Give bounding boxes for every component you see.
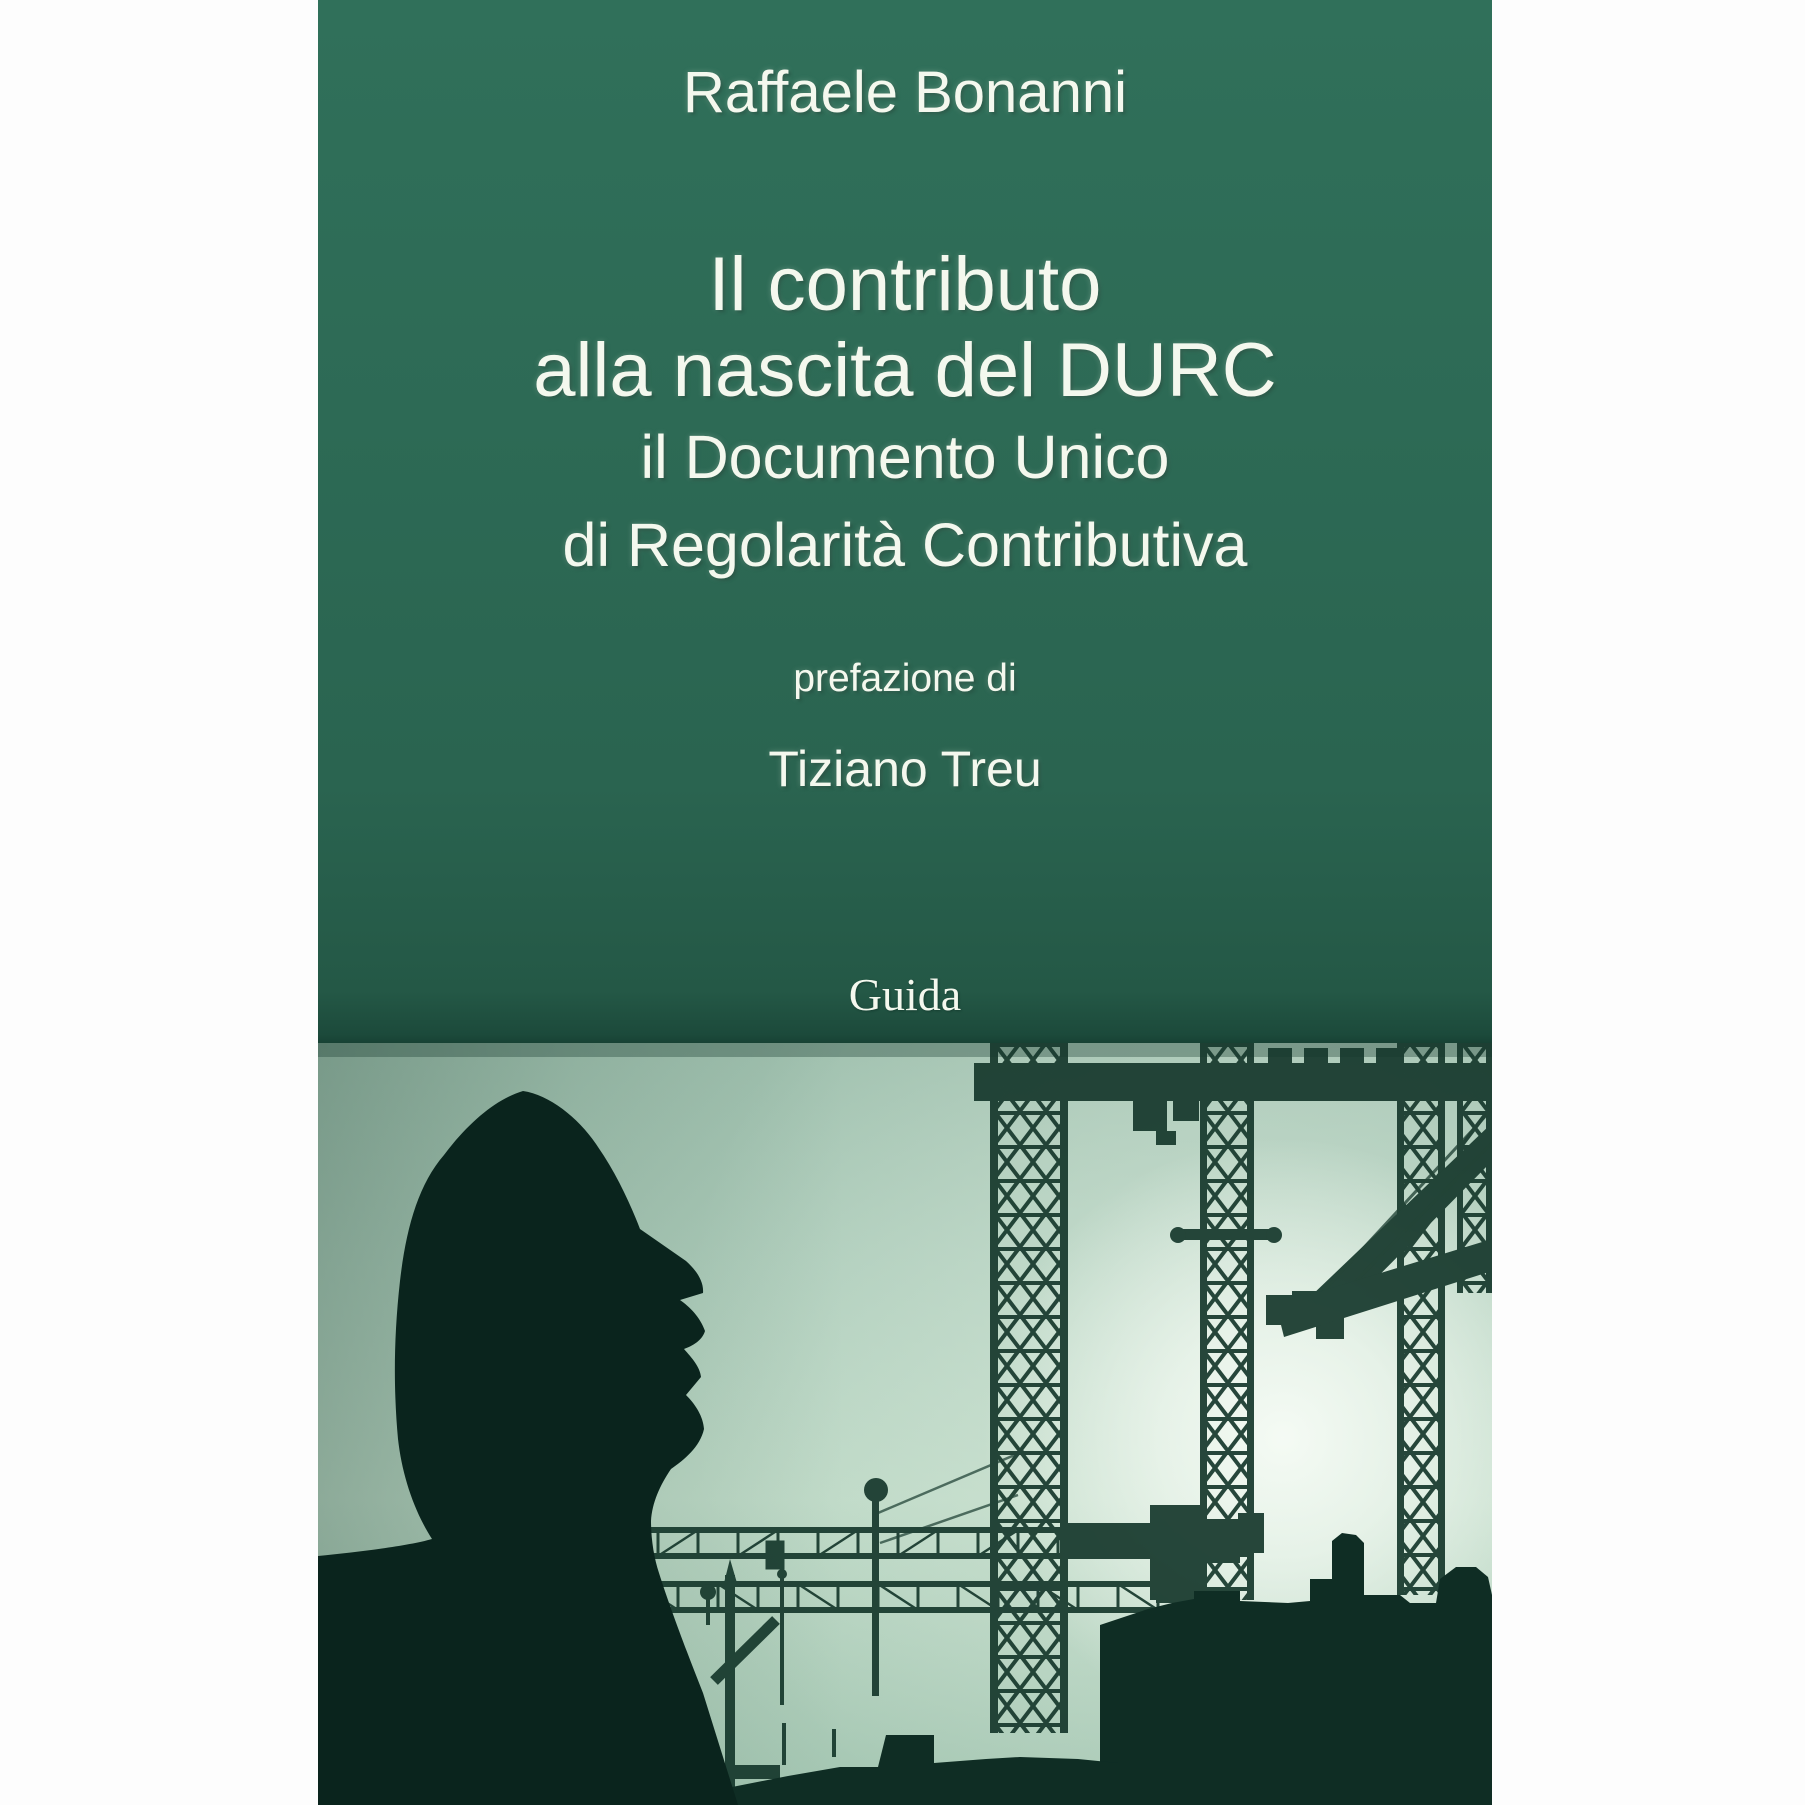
crane-mast-left-icon — [990, 1043, 1068, 1733]
hook-block-icon — [766, 1541, 784, 1569]
hook-trolley-icon — [1133, 1101, 1167, 1131]
title-line-2: alla nascita del DURC — [533, 328, 1277, 413]
author-name: Raffaele Bonanni — [683, 60, 1127, 125]
subtitle-line-2: di Regolarità Contributiva — [562, 511, 1248, 579]
preface-label: prefazione di — [793, 657, 1017, 700]
crane-mast-right-icon — [1397, 1043, 1445, 1595]
subtitle-line-1: il Documento Unico — [640, 423, 1170, 491]
preface-author: Tiziano Treu — [768, 741, 1042, 797]
cover-photo — [318, 1043, 1492, 1805]
title-line-1: Il contributo — [708, 242, 1102, 327]
book-cover — [318, 0, 1492, 1805]
cover-photo-illustration — [318, 1043, 1492, 1805]
publisher-logo: Guida — [848, 969, 962, 1020]
